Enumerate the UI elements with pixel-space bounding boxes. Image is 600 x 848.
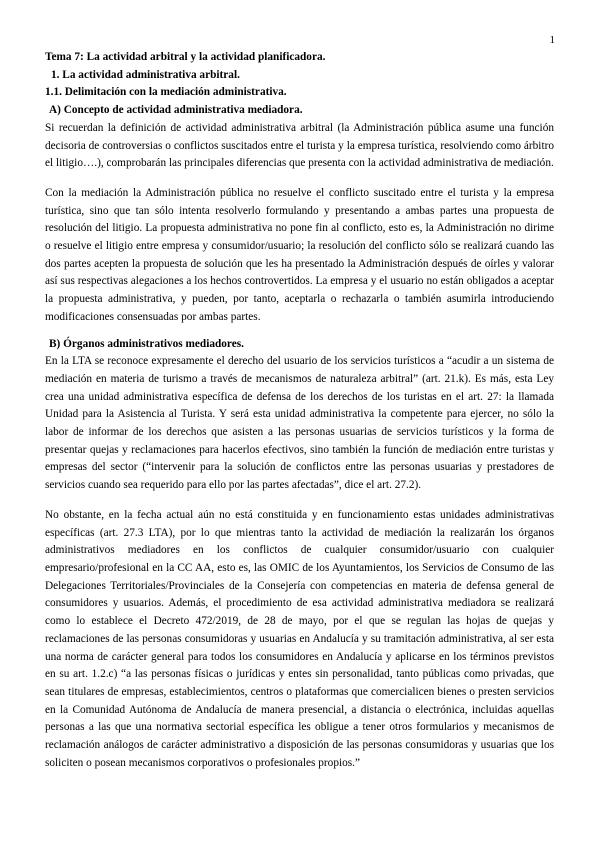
section-b-heading: B) Órganos administrativos mediadores. [49, 337, 244, 350]
section-a-heading: A) Concepto de actividad administrativa mediadora. [49, 104, 303, 117]
paragraph-lta-rights: En la LTA se reconoce expresamente el derecho del usuario de los servicios turísticos a “acudir a un sistema de mediación en materia de turismo a través de mecanismos de naturaleza arbitral” (art. 21.k). Es más, esta Ley crea una unidad administrativa específica de defensa de los derechos de los turistas en el art. 27: la llamada Unidad para la Asistencia al Turista. Y será esta unidad administrativa la competente para ejercer, no sólo la labor de informar de los derechos que asisten a las personas usuarias de servicios turísticos y la forma de presentar quejas y reclamaciones para hacerlos efectivos, sino también la función de mediación entre turistas y empresas del sector (“intervenir para la solución de conflictos entre las personas usuarias y prestadores de servicios cuando sea requerido para ello por las partes afectadas”, dice el art. 27.2). [45, 355, 554, 492]
document-body [45, 49, 554, 772]
section-1-1-heading: 1.1. Delimitación con la mediación administrativa. [45, 86, 287, 99]
paragraph-mediation-concept: Con la mediación la Administración pública no resuelve el conflicto suscitado entre el turista y la empresa turística, sino que tan sólo intenta resolverlo formulando y presentando a ambas partes una propuesta de resolución del litigio. La propuesta administrativa no pone fin al conflicto, esto es, la Administración no dirime o resuelve el litigio entre empresa y consumidor/usuario; la resolución del conflicto sólo se realizará cuando las dos partes acepten la propuesta de solución que les ha presentado la Administración después de oírles y valorar así sus respectivas alegaciones a los hechos controvertidos. La empresa y el usuario no están obligados a aceptar la propuesta administrativa, y pueden, por tanto, aceptarla o rechazarla o también asumirla introduciendo modificaciones consensuadas por ambas partes. [45, 186, 554, 323]
paragraph-arbitral-definition: Si recuerdan la definición de actividad administrativa arbitral (la Administración pública asume una función decisoria de controversias o conflictos suscitados entre el turista y la empresa turística, resolviendo como árbitro el litigio….), comprobarán las principales diferencias que presenta con la actividad administrativa de mediación. [45, 121, 554, 170]
page-number: 1 [549, 34, 555, 46]
section-1-heading: 1. La actividad administrativa arbitral. [51, 68, 240, 81]
topic-heading: Tema 7: La actividad arbitral y la actividad planificadora. [45, 51, 326, 63]
paragraph-mediating-bodies: No obstante, en la fecha actual aún no está constituida y en funcionamiento estas unidades administrativas específicas (art. 27.3 LTA), por lo que mientras tanto la actividad de mediación la realizarán los órganos administrativos mediadores en los conflictos de cualquier consumidor/usuario con cualquier empresario/profesional en la CC AA, esto es, las OMIC de los Ayuntamientos, los Servicios de Consumo de las Delegaciones Territoriales/Provinciales de la Consejería con competencias en materia de defensa general de consumidores y usuarios. Además, el procedimiento de esa actividad administrativa mediadora se realizará como lo establece el Decreto 472/2019, de 28 de mayo, por el que se regulan las hojas de quejas y reclamaciones de las personas consumidoras y usuarias en Andalucía y su tramitación administrativa, al ser esta una norma de carácter general para todos los consumidores en Andalucía y aplicarse en los términos previstos en su art. 1.2.c) “a las personas físicas o jurídicas y entes sin personalidad, tanto públicas como privadas, que sean titulares de empresas, establecimientos, centros o plataformas que comercialicen bienes o presten servicios en la Comunidad Autónoma de Andalucía de manera presencial, a distancia o electrónica, incluidas aquellas personas a las que una normativa sectorial específica les obligue a tener otros formularios y mecanismos de reclamación análogos de carácter administrativo a disposición de las personas consumidoras y usuarias que los soliciten o posean mecanismos corporativos o profesionales propios.” [45, 508, 554, 769]
